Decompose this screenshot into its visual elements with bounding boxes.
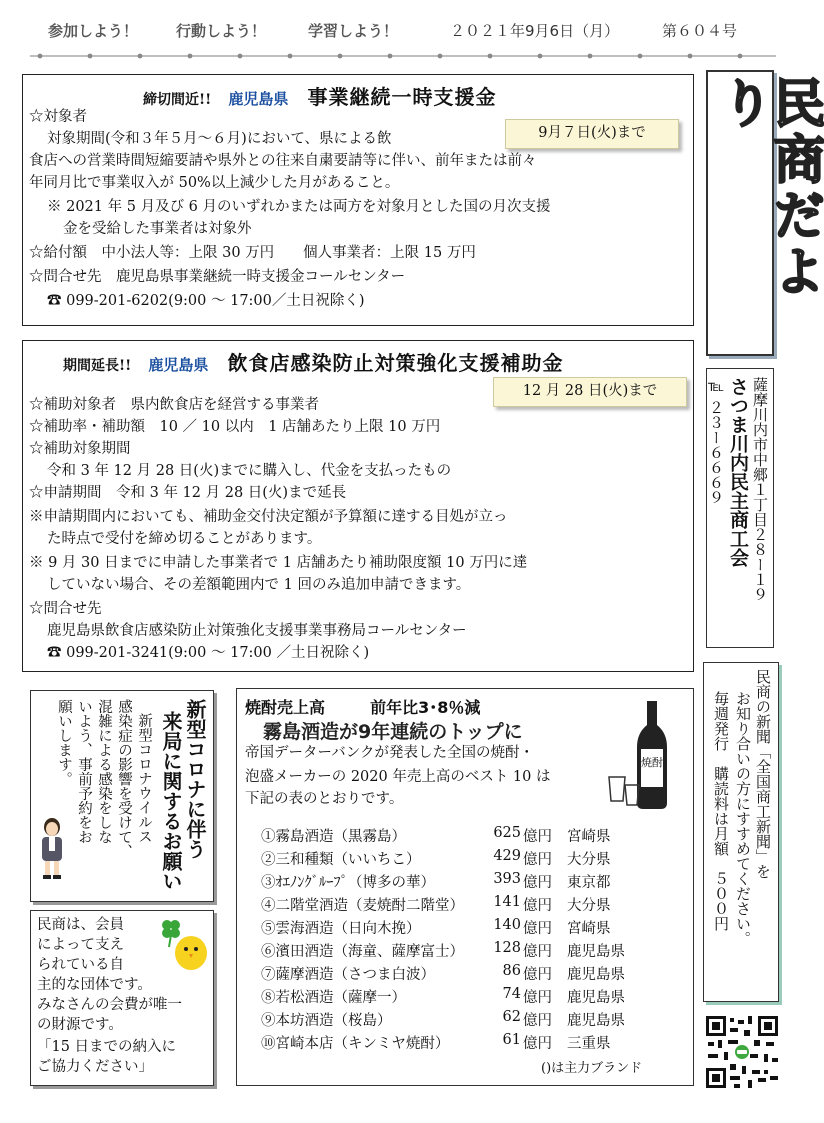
corona-text: 願いします。 [56,699,72,786]
ranking-amount: 625 [493,825,521,841]
shochu-intro: 下記の表のとおりです。 [245,791,404,807]
shochu-growth: 前年比3･8％減 [370,698,481,717]
article1-prefecture: 鹿児島県 [228,90,289,108]
ranking-maker: ②三和種類（いいちこ） [261,852,421,868]
issue-number: 第６０４号 [662,22,738,40]
members-line: 民商は、会員 [37,917,124,933]
article1-line: ☆問合せ先 鹿児島県事業継続一時支援金コールセンター [29,269,406,285]
ranking-amount: 61 [502,1032,521,1048]
article2-line: ※申請期間内においても、補助金交付決定額が予算額に達する目処が立っ [29,509,508,525]
corona-visit-notice [30,690,214,902]
ranking-amount: 128 [493,940,521,956]
ranking-maker: ⑩宮崎本店（キンミヤ焼酎） [261,1036,450,1052]
ranking-amount: 141 [493,894,521,910]
ranking-prefecture: 鹿児島県 [567,990,625,1006]
shochu-heading: 焼酎売上高 [245,698,326,717]
ranking-amount: 62 [502,1009,521,1025]
ranking-prefecture: 東京都 [567,875,611,891]
ranking-maker: ⑤雲海酒造（日向木挽） [261,921,421,937]
article2-title: 飲食店感染防止対策強化支援補助金 [227,351,564,375]
ranking-amount: 74 [502,986,521,1002]
decorative-divider [30,52,776,60]
members-line: 「15 日までの納入に [37,1039,177,1055]
issue-date: ２０２１年9月6日（月） [450,22,620,40]
article1-phone: ☎ 099-201-6202(9:00 ～ 17:00／土日祝除く) [47,293,365,309]
ranking-prefecture: 宮崎県 [567,829,611,845]
article-business-continuity-grant [22,74,694,326]
ranking-unit: 億円 [523,967,552,983]
article2-line: 令和 3 年 12 月 28 日(火)までに購入し、代金を支払ったもの [47,463,452,479]
newspaper-promo [703,662,779,1002]
shochu-sales-article [236,688,694,1086]
members-line: によって支え [37,937,124,953]
article2-line: ☆補助対象期間 [29,441,131,457]
corona-text: 新型コロナウイルス [136,713,152,844]
members-line: 主的な団体です。 [37,977,152,993]
ranking-unit: 億円 [523,852,552,868]
shochu-note: ()は主力ブランド [541,1061,643,1076]
ranking-maker: ④二階堂酒造（麦焼酎二階堂） [261,898,464,914]
shochu-subheading: 霧島酒造が9年連続のトップに [263,721,523,743]
organization-name: さつま川内民主商工会 [727,377,749,567]
members-line: の財源です。 [37,1017,123,1033]
article1-line: ☆給付額 中小法人等：上限 30 万円 個人事業者：上限 15 万円 [29,245,476,261]
staff-woman-icon [37,817,67,881]
slogan-act: 行動しよう！ [176,22,267,40]
members-line: みなさんの会費が唯一 [37,997,182,1013]
ranking-amount: 429 [493,848,521,864]
ranking-maker: ⑧若松酒造（薩摩一） [261,990,406,1006]
ranking-maker: ⑨本坊酒造（桜島） [261,1013,392,1029]
members-line: ご協力ください」 [37,1059,153,1075]
chick-with-clover-icon [155,917,209,973]
ranking-amount: 140 [493,917,521,933]
article-restaurant-infection-subsidy [22,340,694,672]
article1-line: 食店への営業時間短縮要請や県外との往来自粛要請等に伴い、前年または前々 [29,153,537,169]
ranking-unit: 億円 [523,944,552,960]
ranking-prefecture: 鹿児島県 [567,967,625,983]
article2-line: ☆申請期間 令和 3 年 12 月 28 日(火)まで延長 [29,485,347,501]
article1-line: 年同月比で事業収入が 50%以上減少した月があること。 [29,175,400,191]
article2-prefecture: 鹿児島県 [148,356,209,374]
article1-deadline-badge: 9月７日(火)まで [505,119,679,149]
ranking-prefecture: 三重県 [567,1036,611,1052]
logo-title: 民商だより [712,76,824,300]
article1-line: ☆対象者 [29,109,87,125]
corona-text: 混雑による感染をしな [96,699,112,844]
slogan-learn: 学習しよう！ [308,22,399,40]
article2-deadline-badge: 12 月 28 日(火)まで [493,377,687,407]
article2-line: た時点で受付を締め切ることがあります。 [47,531,322,547]
article2-line: 鹿児島県飲食店感染防止対策強化支援事業事務局コールセンター [47,623,467,639]
ranking-maker: ⑦薩摩酒造（さつま白波） [261,967,435,983]
article2-tag: 期間延長!! [63,358,132,374]
article2-line: ※ 9 月 30 日までに申請した事業者で 1 店舗あたり補助限度額 10 万円に達 [29,555,528,571]
corona-title: 新型コロナに伴う [183,699,207,859]
article1-line: 金を受給した事業者は対象外 [63,221,252,237]
ranking-prefecture: 大分県 [567,898,611,914]
membership-fee-notice [30,910,214,1086]
ranking-maker: ①霧島酒造（黒霧島） [261,829,406,845]
ranking-prefecture: 大分県 [567,852,611,868]
phone-number: ℡ ２３ー６６６９ [707,377,725,505]
ranking-maker: ③ｵｴﾉﾝｸﾞﾙｰﾌﾟ（博多の華） [261,875,435,891]
ranking-unit: 億円 [523,898,552,914]
qr-code-icon[interactable] [704,1014,780,1090]
article1-line: ※ 2021 年 5 月及び 6 月のいずれかまたは両方を対象月とした国の月次支援 [47,199,551,215]
newspaper-promo-line: 毎週発行 購読料は月額 ５００円 [712,691,730,931]
shochu-intro: 泡盛メーカーの 2020 年売上高のベスト 10 は [245,769,551,785]
ranking-unit: 億円 [523,990,552,1006]
corona-title: 来局に関するお願い [159,711,183,891]
ranking-unit: 億円 [523,1036,552,1052]
shochu-intro: 帝国データーバンクが発表した全国の焼酎・ [245,745,534,761]
ranking-unit: 億円 [523,1013,552,1029]
corona-text: いよう、事前予約をお [76,699,92,844]
ranking-unit: 億円 [523,875,552,891]
address-block [706,368,774,648]
newsletter-logo [706,70,824,356]
article2-line: していない場合、その差額範囲内で 1 回のみ追加申請できます。 [47,577,471,593]
article1-line: 対象期間(令和３年５月～６月)において、県による飲 [47,131,392,147]
ranking-amount: 393 [493,871,521,887]
newspaper-promo-line: 民商の新聞「全国商工新聞」を [754,669,772,879]
article2-phone: ☎ 099-201-3241(9:00 ～ 17:00 ／土日祝除く) [47,645,370,661]
ranking-amount: 86 [502,963,521,979]
ranking-maker: ⑥濱田酒造（海童、薩摩富士） [261,944,464,960]
bottle-label: 焼酎 [641,756,663,769]
article1-tag: 締切間近!! [143,92,212,108]
ranking-prefecture: 宮崎県 [567,921,611,937]
corona-text: 感染症の影響を受けて、 [116,699,132,859]
article2-line: ☆補助率・補助額 10 ／ 10 以内 1 店舗あたり上限 10 万円 [29,419,441,435]
masthead [30,16,770,46]
slogan-join: 参加しよう！ [48,22,139,40]
article2-line: ☆補助対象者 県内飲食店を経営する事業者 [29,397,319,413]
article1-title: 事業継続一時支援金 [307,85,497,109]
newspaper-promo-line: お知り合いの方にすすめてください。 [734,691,752,946]
article2-line: ☆問合せ先 [29,601,102,617]
address-street: 薩摩川内市中郷１丁目２８ー１９ [751,377,769,602]
ranking-unit: 億円 [523,921,552,937]
ranking-prefecture: 鹿児島県 [567,944,625,960]
members-line: られている自 [37,957,124,973]
ranking-unit: 億円 [523,829,552,845]
shochu-bottle-icon [603,699,687,811]
ranking-prefecture: 鹿児島県 [567,1013,625,1029]
